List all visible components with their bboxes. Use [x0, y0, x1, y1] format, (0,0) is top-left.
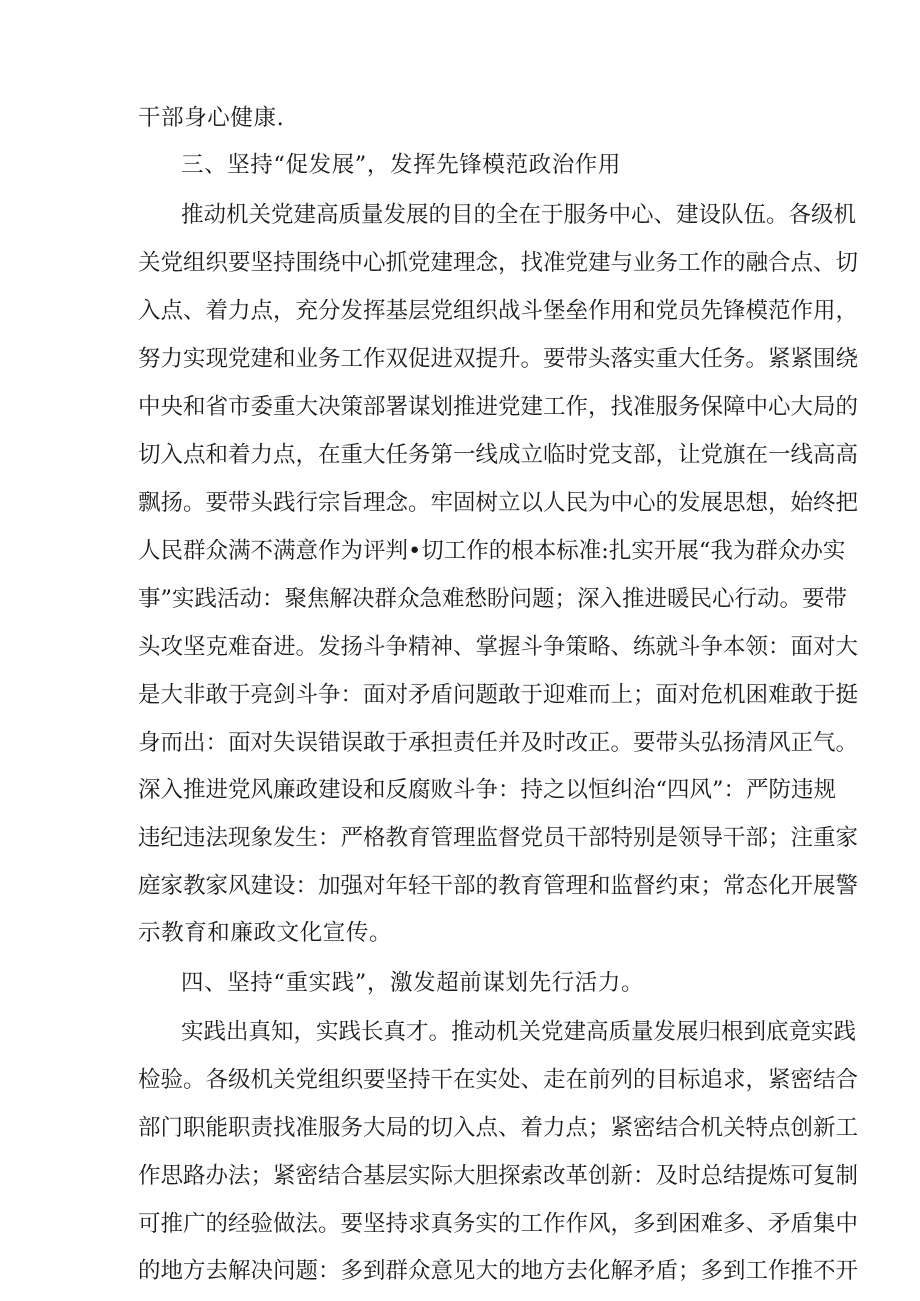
text-line-20: 实践出真知，实践长真才。推动机关党建高质量发展归根到底竟实践: [181, 1019, 857, 1045]
text-line-10: 人民群众满不满意作为评判•切工作的根本标准:扎实开展“我为群众办实: [138, 538, 846, 564]
text-line-7: 中央和省市委重大决策部署谋划推进党建工作，找准服务保障中心大局的: [138, 394, 859, 420]
text-line-4: 关党组织要坚持围绕中心抓党建理念，找准党建与业务工作的融合点、切: [138, 250, 859, 276]
section-heading-4: 四、坚持“重实践”，激发超前谋划先行活力。: [181, 970, 645, 996]
text-line-18: 示教育和廉政文化宣传。: [138, 920, 393, 946]
text-line-17: 庭家教家风建设：加强对年轻干部的教育管理和监督约束；常态化开展警: [138, 873, 859, 899]
text-line-13: 是大非敢于亮剑斗争：面对矛盾问题敢于迎难而上；面对危机困难敢于挺: [138, 682, 859, 708]
text-line-5: 入点、着力点，充分发挥基层党组织战斗堡垒作用和党员先锋模范作用，: [138, 298, 859, 324]
text-line-11: 事”实践活动：聚焦解决群众急难愁盼问题；深入推进暖民心行动。要带: [138, 586, 848, 612]
text-line-14: 身而出：面对失误错误敢于承担责任并及时改正。要带头弘扬清风正气。: [138, 730, 859, 756]
text-line-3: 推动机关党建高质量发展的目的全在于服务中心、建设队伍。各级机: [181, 202, 857, 228]
text-line-6: 努力实现党建和业务工作双促进双提升。要带头落实重大任务。紧紧围绕: [138, 346, 859, 372]
text-line-15: 深入推进党风廉政建设和反腐败斗争：持之以恒纠治“四风”：严防违规: [138, 777, 837, 803]
text-line-16: 违纪违法现象发生：严格教育管理监督党员干部特别是领导干部；注重家: [138, 825, 859, 851]
text-line-21: 检验。各级机关党组织要坚持干在实处、走在前列的目标追求，紧密结合: [138, 1067, 859, 1093]
text-line-23: 作思路办法；紧密结合基层实际大胆探索改革创新：及时总结提炼可复制: [138, 1163, 859, 1189]
text-line-9: 飘扬。要带头践行宗旨理念。牢固树立以人民为中心的发展思想，始终把: [138, 490, 859, 516]
section-heading-3: 三、坚持“促发展”，发挥先锋模范政治作用: [181, 152, 622, 178]
text-line-25: 的地方去解决问题：多到群众意见大的地方去化解矛盾；多到工作推不开: [138, 1258, 859, 1284]
text-line-22: 部门职能职责找准服务大局的切入点、着力点；紧密结合机关特点创新工: [138, 1115, 859, 1141]
text-line-1: 干部身心健康.: [138, 105, 285, 131]
text-line-12: 头攻坚克难奋进。发扬斗争精神、掌握斗争策略、练就斗争本领：面对大: [138, 634, 859, 660]
text-line-8: 切入点和着力点，在重大任务第一线成立临时党支部，让党旗在一线高高: [138, 442, 859, 468]
text-line-24: 可推广的经验做法。要坚持求真务实的工作作风，多到困难多、矛盾集中: [138, 1211, 859, 1237]
